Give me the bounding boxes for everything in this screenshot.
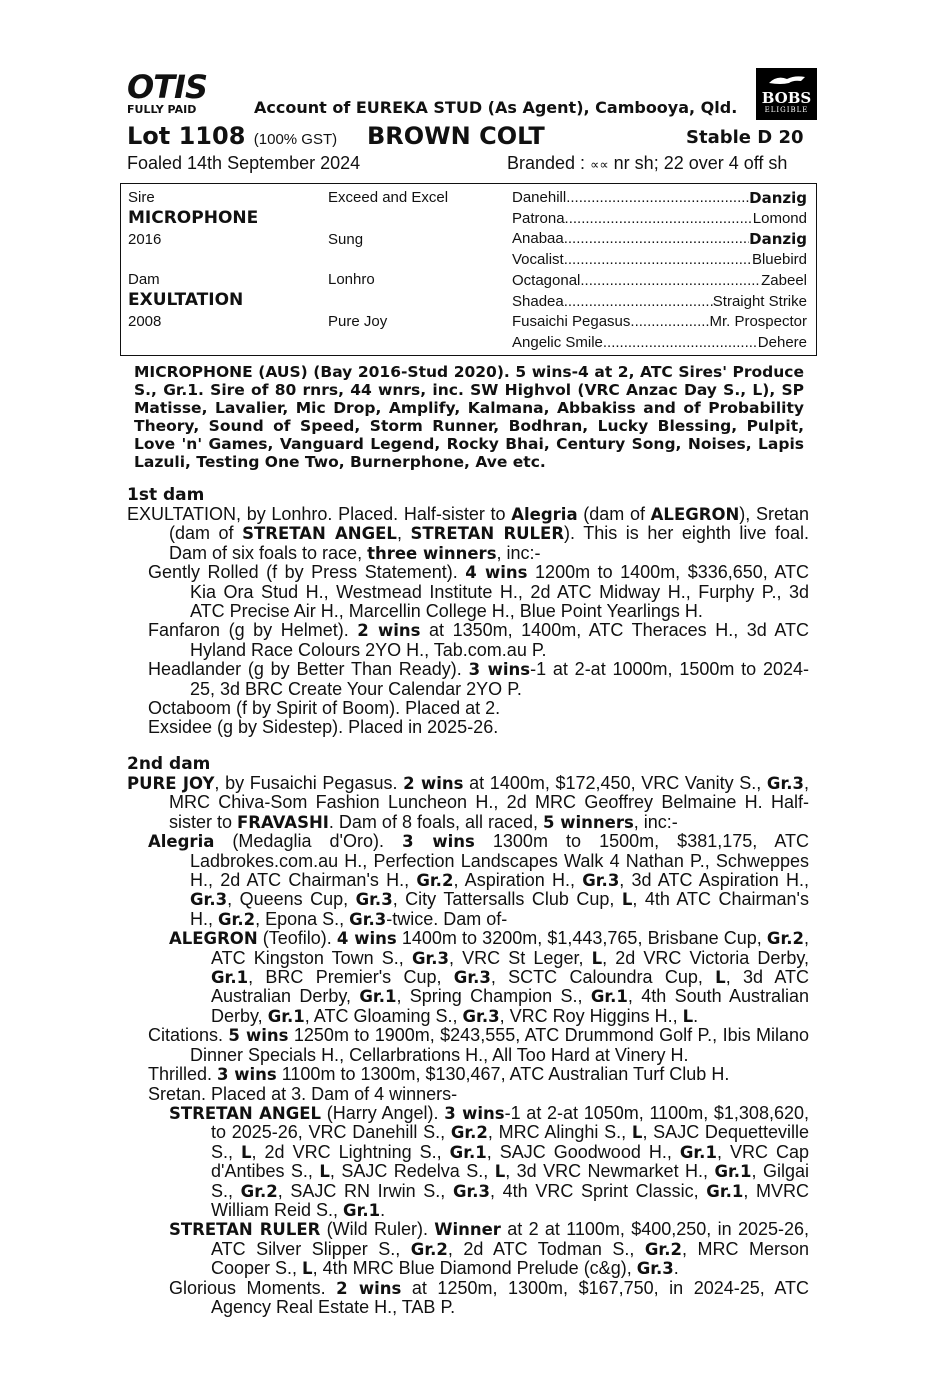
dam-name: EXULTATION	[128, 290, 244, 310]
leader-dots	[566, 188, 749, 208]
second-dam-section	[127, 754, 809, 1317]
family-entry: Citations. 5 wins 1250m to 1900m, $243,555, ATC Drummond Golf P., Ibis Milano Dinner Specials H., Cellarbrations H., All Too Hard at Vinery H.	[148, 1025, 809, 1065]
sire-dam: Sung	[328, 231, 364, 248]
first-dam-section	[127, 485, 809, 738]
grandparent-name: Anabaa	[512, 230, 564, 248]
family-entry: Sretan. Placed at 3. Dam of 4 winners-	[148, 1083, 458, 1104]
grandparent-row	[512, 333, 807, 353]
dam-year: 2008	[128, 313, 162, 330]
grandparent-name: Angelic Smile	[512, 333, 603, 351]
grandparent-row	[512, 250, 807, 270]
family-entry: Octaboom (f by Spirit of Boom). Placed at 2.	[148, 698, 501, 719]
family-entry: ALEGRON (Teofilo). 4 wins 1400m to 3200m, $1,443,765, Brisbane Cup, Gr.2, ATC Kingston Town S., Gr.3, VRC St Leger, L, 2d VRC Victoria Derby, Gr.1, BRC Premier's Cup, Gr.3, SCTC Caloundra Cup, L, 3d ATC Australian Derby, Gr.1, Spring Champion S., Gr.1, 4th South Australian Derby, Gr.1, ATC Gloaming S., Gr.3, VRC Roy Higgins H., L.	[169, 928, 810, 1026]
second-dam-heading: 2nd dam	[127, 754, 211, 774]
second-dam-paragraphs	[127, 774, 809, 1317]
grandparent-row	[512, 229, 807, 249]
sire-sire: Exceed and Excel	[328, 189, 449, 206]
foaled-date: Foaled 14th September 2024	[127, 153, 361, 173]
leader-dots	[580, 271, 761, 291]
branded-info	[507, 152, 787, 177]
leader-dots	[565, 209, 753, 229]
bobs-logo-word: BOBS	[761, 89, 812, 107]
otis-logo-word: OTIS	[127, 68, 207, 106]
sire-year: 2016	[128, 231, 162, 248]
bobs-eligible-logo	[756, 68, 817, 120]
sire-summary: MICROPHONE (AUS) (Bay 2016-Stud 2020). 5 wins-4 at 2, ATC Sires' Produce S., Gr.1. Sire of 80 rnrs, 44 wnrs, inc. SW Highvol (VRC Anzac Day S., L), SP Matisse, Lavalier, Mic Drop, Amplify, Kalmana, Abbakiss and of Probability Theory, Sound of Speed, Storm Runner, Bodhran, Lucky Blessing, Pulpit, Love 'n' Games, Vanguard Legend, Rocky Bhai, Century Song, Noises, Lapis Lazuli, Testing One Two, Burnerphone, Ave etc.	[134, 363, 804, 471]
otis-logo	[127, 68, 213, 118]
pedigree-table	[120, 183, 817, 356]
family-entry: Thrilled. 3 wins 1100m to 1300m, $130,467, ATC Australian Turf Club H.	[148, 1064, 730, 1085]
dam-label: Dam	[128, 271, 160, 288]
first-dam-paragraphs	[127, 505, 809, 738]
family-entry: Exsidee (g by Sidestep). Placed in 2025-26.	[148, 717, 499, 738]
leader-dots	[630, 312, 709, 332]
bobs-horse-icon	[767, 73, 807, 87]
leader-dots	[603, 333, 758, 353]
bobs-logo-sub: ELIGIBLE	[764, 106, 809, 114]
brand-mark: ∝∝	[590, 158, 609, 173]
grandparent-name: Shadea	[512, 292, 564, 310]
grandparent-name: Octagonal	[512, 271, 581, 289]
grandparent-name: Fusaichi Pegasus	[512, 313, 631, 331]
family-entry: Alegria (Medaglia d'Oro). 3 wins 1300m to 1500m, $381,175, ATC Ladbrokes.com.au H., Perfection Landscapes Walk 4 Nathan P., Schweppes H., 2d ATC Chairman's H., Gr.2, Aspiration H., Gr.3, 3d ATC Aspiration H., Gr.3, Queens Cup, Gr.3, City Tattersalls Club Cup, L, 4th ATC Chairman's H., Gr.2, Epona S., Gr.3-twice. Dam of-	[148, 831, 809, 929]
grandparent-row	[512, 188, 807, 208]
lot-number	[127, 122, 337, 154]
gst-note: (100% GST)	[253, 131, 338, 148]
grandparent-name: Danehill	[512, 189, 567, 206]
lot-label: Lot 1108	[127, 122, 246, 150]
grandparent-name: Patrona	[512, 209, 565, 227]
grandparent-sire: Danzig	[749, 189, 807, 207]
family-entry: STRETAN ANGEL (Harry Angel). 3 wins-1 at 2-at 1050m, 1100m, $1,308,620, to 2025-26, VRC Danehill S., Gr.2, MRC Alinghi S., L, SAJC Dequetteville S., L, 2d VRC Lightning S., Gr.1, SAJC Goodwood H., Gr.1, VRC Cap d'Antibes S., L, SAJC Redelva S., L, 3d VRC Newmarket H., Gr.1, Gilgai S., Gr.2, SAJC RN Irwin S., Gr.3, 4th VRC Sprint Classic, Gr.1, MVRC William Reid S., Gr.1.	[169, 1102, 810, 1220]
family-entry: EXULTATION, by Lonhro. Placed. Half-sister to Alegria (dam of ALEGRON), Sretan (dam of STRETAN ANGEL, STRETAN RULER). This is her eighth live foal. Dam of six foals to race, three winners, inc:-	[127, 504, 810, 563]
grandparent-row	[512, 312, 807, 332]
lot-description: BROWN COLT	[367, 122, 545, 150]
grandparent-row	[512, 209, 807, 229]
family-entry: Glorious Moments. 2 wins at 1250m, 1300m, $167,750, in 2024-25, ATC Agency Real Estate H., TAB P.	[169, 1277, 809, 1317]
grandparent-sire: Bluebird	[751, 251, 807, 269]
first-dam-heading: 1st dam	[127, 485, 205, 505]
grandparent-sire: Danzig	[749, 230, 807, 249]
leader-dots	[564, 229, 749, 249]
branded-label: Branded :	[507, 153, 586, 173]
sire-label: Sire	[128, 189, 155, 206]
branded-detail: nr sh; 22 over 4 off sh	[613, 153, 788, 173]
grandparent-sire: Mr. Prospector	[709, 313, 807, 331]
dam-dam: Pure Joy	[328, 313, 388, 330]
dam-sire: Lonhro	[328, 271, 375, 288]
family-entry: Headlander (g by Better Than Ready). 3 wins-1 at 2-at 1000m, 1500m to 2024-25, 3d BRC Create Your Calendar 2YO P.	[148, 659, 809, 699]
family-entry: Fanfaron (g by Helmet). 2 wins at 1350m, 1400m, ATC Theraces H., 3d ATC Hyland Race Colours 2YO H., Tab.com.au P.	[148, 620, 809, 660]
grandparent-name: Vocalist	[512, 251, 564, 269]
grandparent-sire: Dehere	[757, 333, 807, 351]
grandparent-sire: Zabeel	[761, 271, 807, 289]
grandparent-sire: Lomond	[752, 209, 807, 227]
grandparent-row	[512, 292, 807, 312]
vendor-account: Account of EUREKA STUD (As Agent), Cambooya, Qld.	[254, 98, 738, 117]
leader-dots	[564, 292, 713, 312]
family-entry: STRETAN RULER (Wild Ruler). Winner at 2 at 1100m, $400,250, in 2025-26, ATC Silver Slipper S., Gr.2, 2d ATC Todman S., Gr.2, MRC Merson Cooper S., L, 4th MRC Blue Diamond Prelude (c&g), Gr.3.	[169, 1219, 810, 1279]
leader-dots	[564, 250, 752, 270]
otis-logo-sub: FULLY PAID	[127, 103, 197, 116]
grandparent-sire: Straight Strike	[712, 292, 807, 310]
sire-name: MICROPHONE	[128, 208, 259, 228]
family-entry: PURE JOY, by Fusaichi Pegasus. 2 wins at 1400m, $172,450, VRC Vanity S., Gr.3, MRC Chiva-Som Fashion Luncheon H., 2d MRC Geoffrey Belmaine H. Half-sister to FRAVASHI. Dam of 8 foals, all raced, 5 winners, inc:-	[127, 773, 810, 832]
family-entry: Gently Rolled (f by Press Statement). 4 wins 1200m to 1400m, $336,650, ATC Kia Ora Stud H., Westmead Institute H., 2d ATC Midway H., Furphy P., 3d ATC Precise Air H., Marcellin College H., Blue Point Yearlings H.	[148, 562, 809, 622]
stable-location: Stable D 20	[686, 127, 804, 148]
grandparent-row	[512, 271, 807, 291]
